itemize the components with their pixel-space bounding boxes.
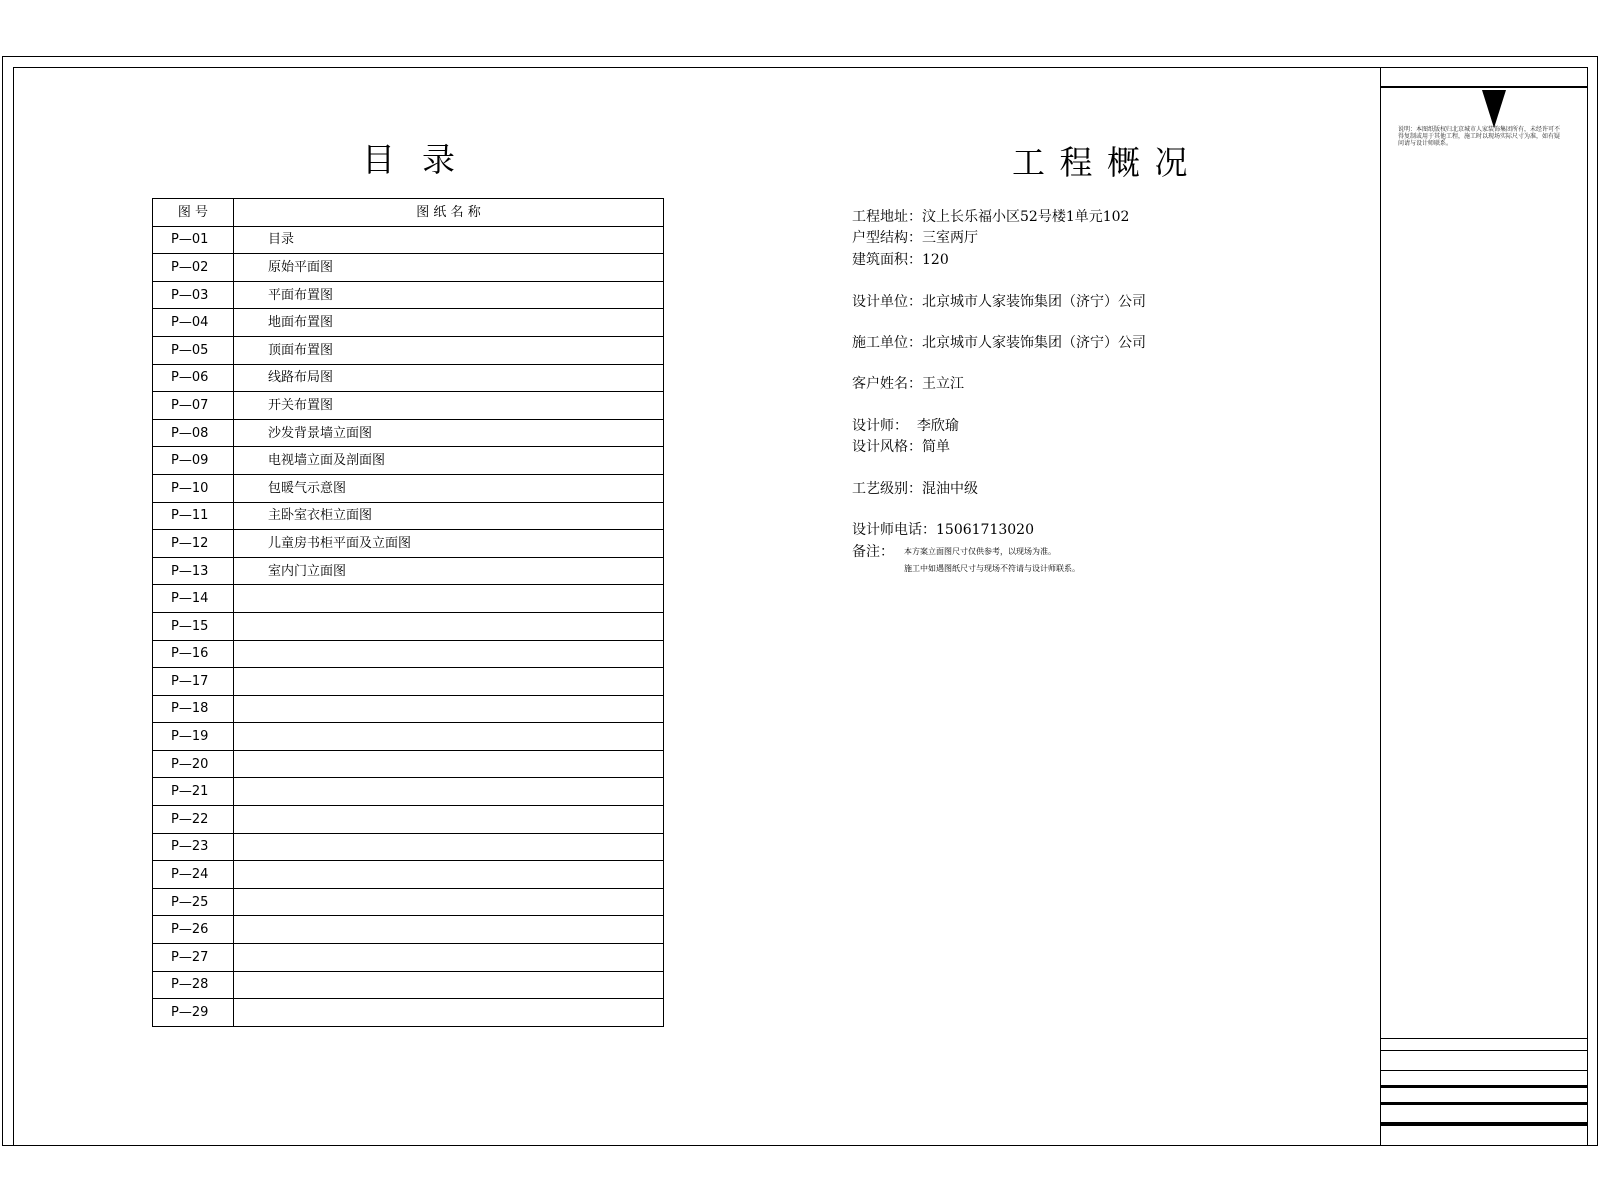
drawing-name-cell (234, 585, 664, 613)
remark-line: 施工中如遇图纸尺寸与现场不符请与设计师联系。 (904, 564, 1080, 573)
table-row (153, 364, 664, 392)
header-drawing-no: 图 号 (153, 199, 234, 227)
drawing-no-cell: P—24 (153, 861, 234, 889)
drawing-name-cell: 沙发背景墙立面图 (234, 419, 664, 447)
drawing-name-cell (234, 806, 664, 834)
drawing-name-cell (234, 750, 664, 778)
drawing-name-cell: 平面布置图 (234, 281, 664, 309)
table-row (153, 281, 664, 309)
drawing-name-cell: 地面布置图 (234, 309, 664, 337)
drawing-no-cell: P—06 (153, 364, 234, 392)
table-row (153, 888, 664, 916)
drawing-no-cell: P—02 (153, 254, 234, 282)
drawing-no-cell: P—28 (153, 971, 234, 999)
drawing-no-cell: P—01 (153, 226, 234, 254)
drawing-name-cell: 电视墙立面及剖面图 (234, 447, 664, 475)
drawing-no-cell: P—19 (153, 723, 234, 751)
drawing-name-cell: 儿童房书柜平面及立面图 (234, 530, 664, 558)
table-row (153, 447, 664, 475)
table-row (153, 226, 664, 254)
table-row (153, 640, 664, 668)
drawing-name-cell: 开关布置图 (234, 392, 664, 420)
drawing-no-cell: P—29 (153, 999, 234, 1027)
table-body (153, 226, 664, 1026)
drawing-name-cell (234, 640, 664, 668)
drawing-no-cell: P—23 (153, 833, 234, 861)
north-arrow-icon (1482, 90, 1506, 128)
drawing-no-cell: P—16 (153, 640, 234, 668)
table-row (153, 419, 664, 447)
table-row (153, 474, 664, 502)
header-drawing-name: 图 纸 名 称 (234, 199, 664, 227)
table-row (153, 916, 664, 944)
drawing-no-cell: P—25 (153, 888, 234, 916)
drawing-name-cell (234, 861, 664, 889)
title-block-line (1380, 1070, 1588, 1071)
title-block-strip (1380, 67, 1588, 1146)
drawing-name-cell (234, 695, 664, 723)
title-block-line (1380, 1038, 1588, 1039)
drawing-no-cell: P—14 (153, 585, 234, 613)
designer-phone: 设计师电话：15061713020 (852, 522, 1034, 538)
title-block-line (1380, 1102, 1588, 1105)
table-row (153, 833, 664, 861)
drawing-no-cell: P—27 (153, 944, 234, 972)
building-area: 建筑面积：120 (852, 252, 949, 268)
drawing-name-cell: 主卧室衣柜立面图 (234, 502, 664, 530)
drawing-no-cell: P—11 (153, 502, 234, 530)
drawing-no-cell: P—17 (153, 668, 234, 696)
drawing-no-cell: P—04 (153, 309, 234, 337)
drawing-no-cell: P—05 (153, 336, 234, 364)
drawing-no-cell: P—13 (153, 557, 234, 585)
drawing-name-cell: 原始平面图 (234, 254, 664, 282)
table-row (153, 530, 664, 558)
drawing-no-cell: P—07 (153, 392, 234, 420)
table-row (153, 668, 664, 696)
drawing-no-cell: P—21 (153, 778, 234, 806)
drawing-name-cell (234, 971, 664, 999)
construction-unit: 施工单位：北京城市人家装饰集团（济宁）公司 (852, 335, 1146, 351)
drawing-name-cell (234, 778, 664, 806)
drawing-name-cell (234, 668, 664, 696)
table-row (153, 612, 664, 640)
table-row (153, 971, 664, 999)
drawing-name-cell (234, 612, 664, 640)
table-row (153, 254, 664, 282)
title-block-line (1380, 1122, 1588, 1126)
table-row (153, 723, 664, 751)
drawing-no-cell: P—08 (153, 419, 234, 447)
drawing-index-table (152, 198, 664, 1027)
design-unit: 设计单位：北京城市人家装饰集团（济宁）公司 (852, 294, 1146, 310)
drawing-no-cell: P—22 (153, 806, 234, 834)
drawing-name-cell: 目录 (234, 226, 664, 254)
table-row (153, 336, 664, 364)
table-row (153, 502, 664, 530)
title-block-note: 说明：本图纸版权归北京城市人家装饰集团所有，未经许可不得复制或用于其他工程，施工时以现场实际尺寸为准，如有疑问请与设计师联系。 (1398, 126, 1561, 147)
drawing-name-cell (234, 916, 664, 944)
design-style: 设计风格：简单 (852, 439, 950, 455)
table-header-row (153, 199, 664, 227)
table-row (153, 695, 664, 723)
drawing-name-cell: 包暖气示意图 (234, 474, 664, 502)
drawing-no-cell: P—18 (153, 695, 234, 723)
table-row (153, 861, 664, 889)
drawing-no-cell: P—03 (153, 281, 234, 309)
drawing-no-cell: P—12 (153, 530, 234, 558)
table-row (153, 392, 664, 420)
drawing-name-cell (234, 944, 664, 972)
drawing-name-cell: 室内门立面图 (234, 557, 664, 585)
table-row (153, 585, 664, 613)
toc-title: 目 录 (362, 140, 457, 179)
title-block-line (1380, 86, 1588, 88)
drawing-no-cell: P—15 (153, 612, 234, 640)
table-row (153, 806, 664, 834)
title-block-line (1380, 1050, 1588, 1051)
drawing-name-cell: 顶面布置图 (234, 336, 664, 364)
drawing-no-cell: P—09 (153, 447, 234, 475)
table-row (153, 999, 664, 1027)
craft-grade: 工艺级别：混油中级 (852, 481, 978, 497)
unit-layout: 户型结构：三室两厅 (852, 230, 978, 246)
drawing-no-cell: P—26 (153, 916, 234, 944)
overview-title: 工 程 概 况 (1012, 143, 1190, 182)
designer-name: 设计师： 李欣瑜 (852, 418, 959, 434)
drawing-name-cell: 线路布局图 (234, 364, 664, 392)
table-row (153, 557, 664, 585)
title-block-line (1380, 1085, 1588, 1088)
drawing-no-cell: P—10 (153, 474, 234, 502)
table-row (153, 778, 664, 806)
drawing-name-cell (234, 833, 664, 861)
drawing-name-cell (234, 999, 664, 1027)
remark-label: 备注： (852, 544, 894, 560)
table-row (153, 750, 664, 778)
drawing-name-cell (234, 723, 664, 751)
project-address: 工程地址：汶上长乐福小区52号楼1单元102 (852, 209, 1130, 225)
client-name: 客户姓名：王立江 (852, 376, 964, 392)
drawing-no-cell: P—20 (153, 750, 234, 778)
table-row (153, 309, 664, 337)
table-row (153, 944, 664, 972)
drawing-name-cell (234, 888, 664, 916)
remark-line: 本方案立面图尺寸仅供参考，以现场为准。 (904, 547, 1056, 556)
